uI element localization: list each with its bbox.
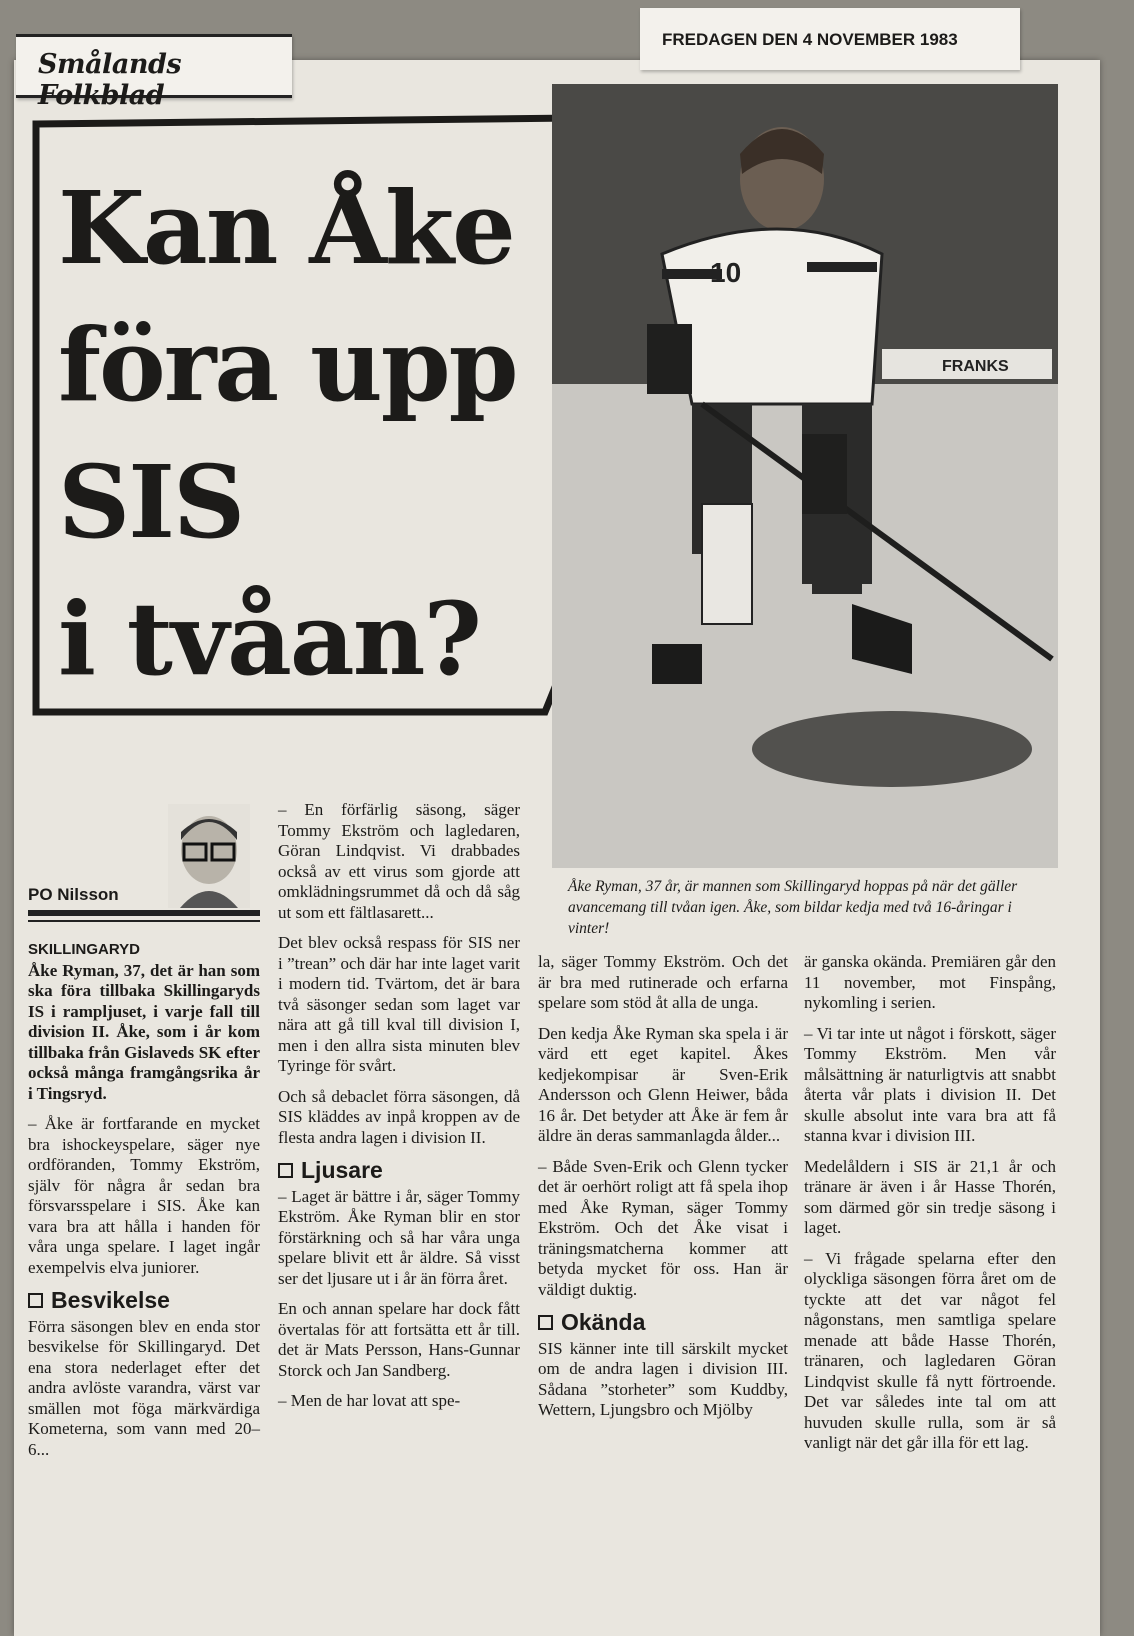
subhead-text: Besvikelse <box>51 1287 170 1313</box>
paragraph: Och så debaclet förra säsongen, då SIS kläddes av inpå kroppen av de flesta andra lagen i division II. <box>278 1086 520 1147</box>
article-column-3 <box>538 952 788 1431</box>
subhead-ljusare <box>278 1157 520 1183</box>
article-column-2 <box>278 800 520 1422</box>
paragraph: Förra säsongen blev en enda stor besvikelse för Skillingaryd. Det ena stora nederlaget efter det andra avlöste varandra, värst var smällen mot föga märkvärdiga Kometerna, som vann med 20–6... <box>28 1316 260 1459</box>
date-strip <box>640 8 1020 70</box>
subhead-text: Ljusare <box>301 1157 383 1183</box>
jersey-number: 10 <box>710 257 742 288</box>
paragraph: är ganska okända. Premiären går den 11 november, mot Finspång, nykomling i serien. <box>804 952 1056 1012</box>
subhead-text: Okända <box>561 1309 646 1335</box>
player-jersey <box>662 229 882 404</box>
paragraph: la, säger Tommy Ekström. Och det är bra med rutinerade och erfarna spelare som stöd åt alla de unga. <box>538 952 788 1012</box>
article-lead: Åke Ryman, 37, det är han som ska föra tillbaka Skillingaryds IS i rampljuset, i varje fall till division II. Åke, som i år kom tillbaka från Gislaveds SK efter också många framgångsrika år i Tingsryd. <box>28 960 260 1103</box>
checkbox-bullet-icon <box>538 1315 553 1330</box>
glove <box>802 434 847 514</box>
article-dateline: SKILLINGARYD <box>28 941 140 958</box>
masthead <box>16 34 292 111</box>
paper-name: Smålands Folkblad <box>38 49 182 111</box>
paragraph: – Laget är bättre i år, säger Tommy Ekström. Åke Ryman blir en stor förstärkning och så har våra unga spelare blivit ett år äldre. Så visst ser det ljusare ut i år än förra året. <box>278 1186 520 1288</box>
headline-line-3: SIS <box>58 443 244 561</box>
subhead-besvikelse <box>28 1287 260 1313</box>
paragraph: – Vi frågade spelarna efter den olyckliga säsongen förra året om de tyckte att det var något fel någonstans, men samtliga spelare menade att både Hasse Thorén, tränaren, och lagledaren Göran Lindqvist skulle få nytt förtroende. Det var således inte tal om att huvuden skulle rulla, som är så vanligt när det går illa för ett lag. <box>804 1248 1056 1452</box>
hockey-player-photo <box>552 84 1058 868</box>
player-illustration <box>552 84 1058 868</box>
paragraph: SIS känner inte till särskilt mycket om de andra lagen i division III. Sådana ”storheter” som Kuddby, Wettern, Ljungsbro och Mjölby <box>538 1338 788 1419</box>
paragraph: – Men de har lovat att spe- <box>278 1391 461 1410</box>
issue-date: FREDAGEN DEN 4 NOVEMBER 1983 <box>662 30 958 49</box>
banner-text: FRANKS <box>942 358 1009 375</box>
headline-line-2: föra upp <box>58 306 517 424</box>
article-column-1 <box>28 940 260 1470</box>
paragraph: Medelåldern i SIS är 21,1 år och tränare är även i år Hasse Thorén, som därmed gör sin tredje säsong i laget. <box>804 1156 1056 1237</box>
paragraph: – Vi tar inte ut något i förskott, säger Tommy Ekström. Men vår målsättning är naturligtvis att snabbt återta vår plats i division II. Det skulle absolut inte vara bra att få stanna kvar i division III. <box>804 1023 1056 1145</box>
photo-caption: Åke Ryman, 37 år, är mannen som Skillingaryd hoppas på när det gäller avancemang till tvåan igen. Åke, som bildar kedja med två 16-åringar i vinter! <box>568 878 1018 937</box>
paragraph: En och annan spelare har dock fått övertalas för att fortsätta ett år till. det är Mats Persson, Hans-Gunnar Storck och Jan Sandberg. <box>278 1299 520 1380</box>
byline-rule-thin <box>28 920 260 922</box>
byline-rule <box>28 910 260 916</box>
paragraph: – En förfärlig säsong, säger Tommy Ekström och lagledaren, Göran Lindqvist. Vi drabbades också av ett virus som gjorde att omklädningsrummet då och då såg ut som ett fältlasarett... <box>278 800 520 922</box>
author-illustration <box>168 804 250 908</box>
paragraph: – Åke är fortfarande en mycket bra ishockeyspelare, säger nye ordföranden, Tommy Ekström, själv för några år sedan bra försvarsspelare i SIS. Åke kan vara bra att hålla i handen för våra unga spelare. I laget ingår exempelvis elva juniorer. <box>28 1114 260 1277</box>
headline <box>58 160 618 708</box>
headline-line-4: i tvåan? <box>58 580 480 698</box>
checkbox-bullet-icon <box>278 1163 293 1178</box>
author-portrait <box>168 804 250 908</box>
article-column-4 <box>804 952 1056 1464</box>
paragraph: Det blev också respass för SIS ner i ”trean” och där har inte laget varit i modern tid. Tvärtom, det är bara två säsonger sedan som laget var nära att gå till kval till division I, men i den allra sista minuten blev Tyringe för svårt. <box>278 933 520 1075</box>
ice-spot <box>752 711 1032 787</box>
headline-line-1: Kan Åke <box>58 169 514 287</box>
paragraph: Den kedja Åke Ryman ska spela i är värd ett eget kapitel. Åkes kedjekompisar är Sven-Erik Andersson och Glenn Heiwer, båda 16 år. Det betyder att Åke är fem år äldre än deras sammanlagda ålder... <box>538 1023 788 1145</box>
checkbox-bullet-icon <box>28 1293 43 1308</box>
paragraph: – Både Sven-Erik och Glenn tycker det är oerhört roligt att få spela ihop med Åke Ryman, säger Tommy Ekström. Och det Åke visat i träningsmatcherna kommer att betyda mycket för oss. Han är väldigt duktig. <box>538 1156 788 1299</box>
byline-author: PO Nilsson <box>28 885 119 904</box>
subhead-okanda <box>538 1309 788 1335</box>
